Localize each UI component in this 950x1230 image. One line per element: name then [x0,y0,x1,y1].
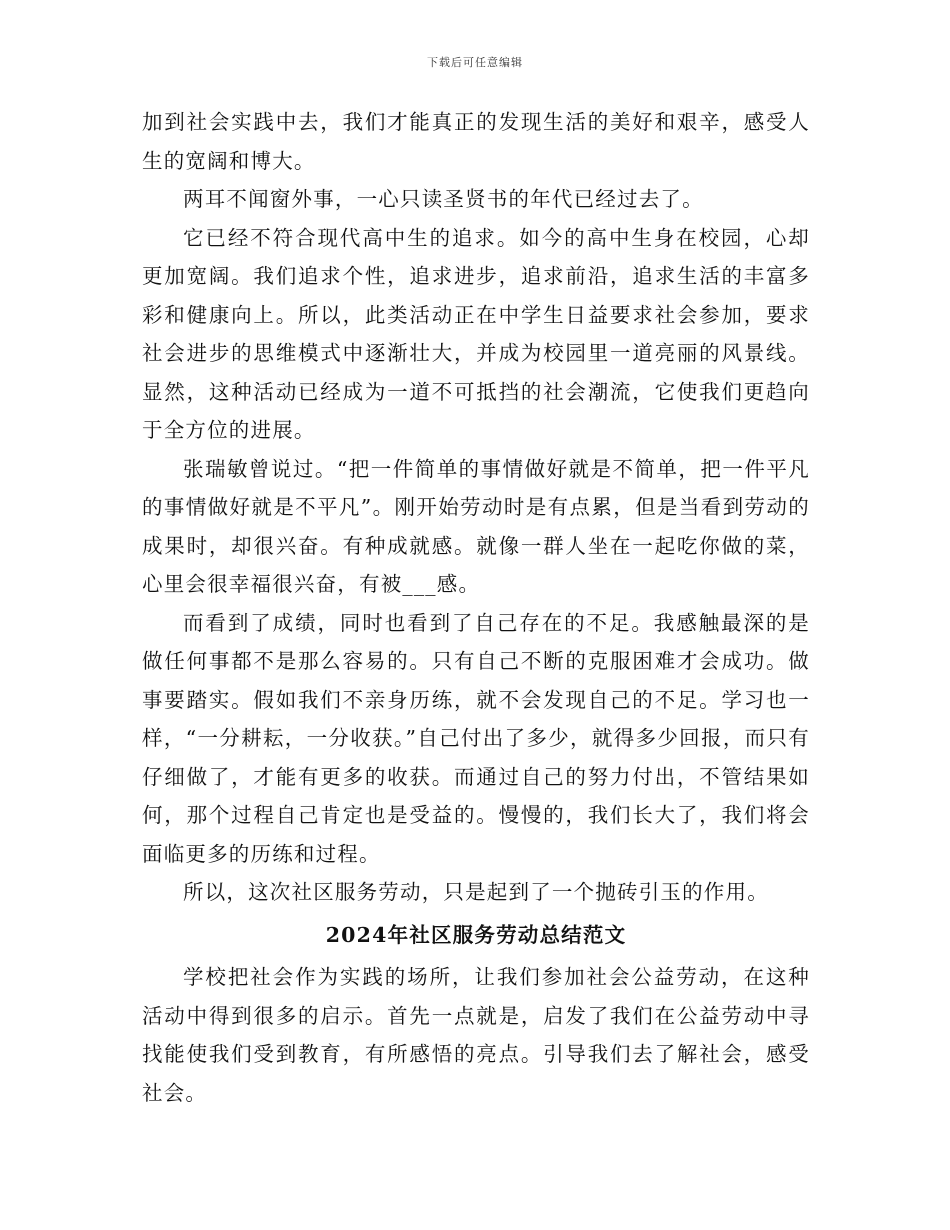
paragraph: 它已经不符合现代高中生的追求。如今的高中生身在校园，心却更加宽阔。我们追求个性，追求进步，追求前沿，追求生活的丰富多彩和健康向上。所以，此类活动正在中学生日益要求社会参加，要求社会进步的思维模式中逐渐壮大，并成为校园里一道亮丽的风景线。显然，这种活动已经成为一道不可抵挡的社会潮流，它使我们更趋向于全方位的进展。 [142,225,810,442]
paragraph: 而看到了成绩，同时也看到了自己存在的不足。我感触最深的是做任何事都不是那么容易的。只有自己不断的克服困难才会成功。做事要踏实。假如我们不亲身历练，就不会发现自己的不足。学习也一样，“一分耕耘，一分收获。”自己付出了多少，就得多少回报，而只有仔细做了，才能有更多的收获。而通过自己的努力付出，不管结果如何，那个过程自己肯定也是受益的。慢慢的，我们长大了，我们将会面临更多的历练和过程。 [142,610,810,866]
paragraph: 所以，这次社区服务劳动，只是起到了一个抛砖引玉的作用。 [183,880,769,904]
paragraph: 两耳不闻窗外事，一心只读圣贤书的年代已经过去了。 [183,187,704,211]
document-body [142,103,810,1112]
section-title: 2024年社区服务劳动总结范文 [325,922,627,947]
page-header: 下载后可任意编辑 [427,56,523,69]
paragraph: 学校把社会作为实践的场所，让我们参加社会公益劳动，在这种活动中得到很多的启示。首先一点就是，启发了我们在公益劳动中寻找能使我们受到教育，有所感悟的亮点。引导我们去了解社会，感受社会。 [142,965,810,1105]
paragraph: 张瑞敏曾说过。“把一件简单的事情做好就是不简单，把一件平凡的事情做好就是不平凡”。刚开始劳动时是有点累，但是当看到劳动的成果时，却很兴奋。有种成就感。就像一群人坐在一起吃你做的菜，心里会很幸福很兴奋，有被___感。 [142,456,810,596]
paragraph-continuation: 加到社会实践中去，我们才能真正的发现生活的美好和艰辛，感受人生的宽阔和博大。 [142,110,810,173]
